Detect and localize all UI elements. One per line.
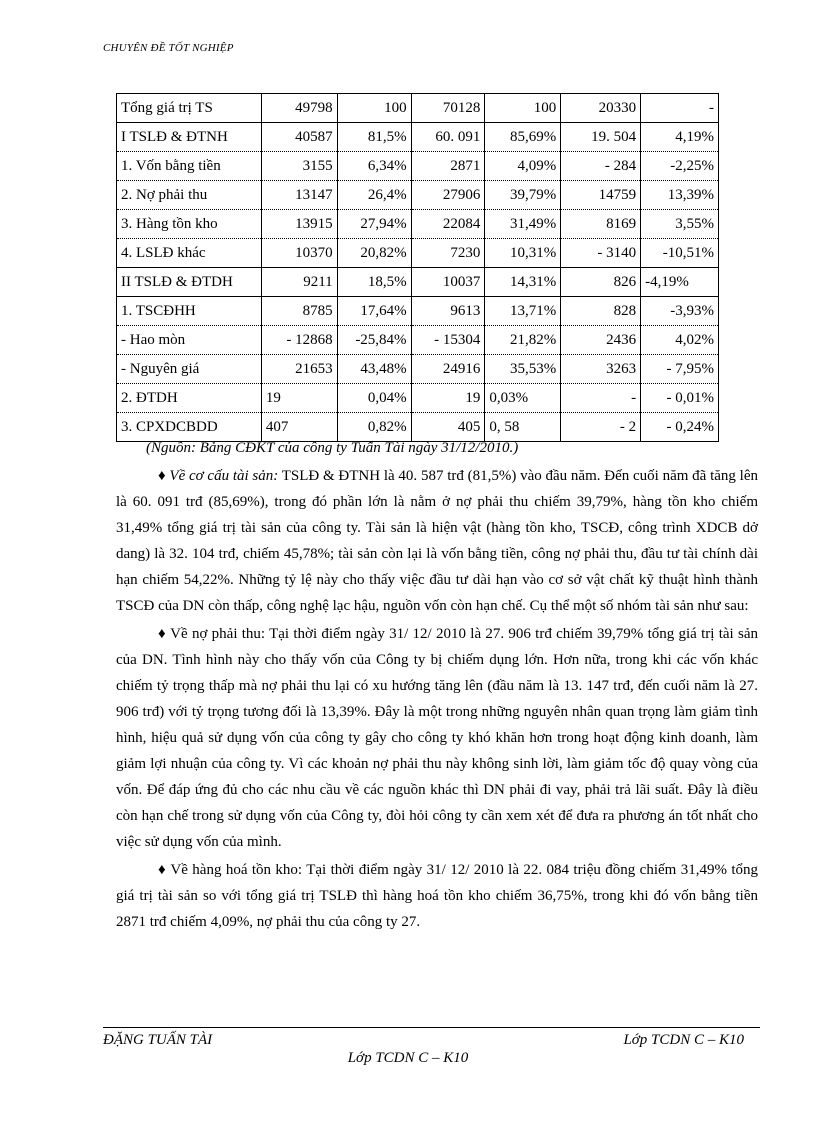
row-label-cell: II TSLĐ & ĐTDH <box>117 268 262 297</box>
value-cell: - 12868 <box>261 326 337 355</box>
value-cell: 2436 <box>561 326 641 355</box>
asset-structure-table <box>116 93 719 442</box>
paragraph-body: TSLĐ & ĐTNH là 40. 587 trđ (81,5%) vào đầu năm. Đến cuối năm đã tăng lên là 60. 091 trđ (85,69%), trong đó phần lớn là nằm ở nợ phải thu chiếm 39,79%, hàng tồn kho chiếm 31,49% tổng giá trị tài sản của công ty. Tài sản là hiện vật (hàng tồn kho, TSCĐ, công trình XDCB dở dang) là 32. 104 trđ, chiếm 45,78%; tài sản còn lại là vốn bằng tiền, công nợ phải thu, đầu tư tài chính dài hạn chiếm 54,22%. Những tỷ lệ này cho thấy việc đầu tư dài hạn vào cơ sở vật chất kỹ thuật hình thành TSCĐ của DN còn thấp, công nghệ lạc hậu, nguồn vốn còn hạn chế. Cụ thể một số nhóm tài sản như sau: <box>116 468 759 614</box>
value-cell: 9211 <box>261 268 337 297</box>
table-row <box>117 384 719 413</box>
table-row <box>117 152 719 181</box>
paragraph-lead: ♦ Về cơ cấu tài sản: <box>158 468 279 484</box>
header-title: CHUYÊN ĐỀ TỐT NGHIỆP <box>103 42 234 54</box>
value-cell: 19 <box>261 384 337 413</box>
value-cell: 6,34% <box>337 152 411 181</box>
value-cell: 3155 <box>261 152 337 181</box>
row-label-cell: 1. Vốn bằng tiền <box>117 152 262 181</box>
value-cell: 8785 <box>261 297 337 326</box>
value-cell: 20,82% <box>337 239 411 268</box>
value-cell: 21,82% <box>485 326 561 355</box>
value-cell: 7230 <box>411 239 485 268</box>
value-cell: 4,19% <box>641 123 719 152</box>
value-cell: 4,09% <box>485 152 561 181</box>
value-cell: 14,31% <box>485 268 561 297</box>
value-cell: - 0,24% <box>641 413 719 442</box>
value-cell: 19. 504 <box>561 123 641 152</box>
row-label-cell: 3. CPXDCBDD <box>117 413 262 442</box>
table-row <box>117 355 719 384</box>
table-row <box>117 268 719 297</box>
body-text <box>116 463 758 937</box>
value-cell: 10,31% <box>485 239 561 268</box>
value-cell: 13915 <box>261 210 337 239</box>
value-cell: 31,49% <box>485 210 561 239</box>
table-source-note: (Nguồn: Bảng CĐKT của công ty Tuấn Tài ngày 31/12/2010.) <box>146 440 519 456</box>
value-cell: 828 <box>561 297 641 326</box>
row-label-cell: 2. Nợ phải thu <box>117 181 262 210</box>
table-row <box>117 239 719 268</box>
table-row <box>117 210 719 239</box>
value-cell: -2,25% <box>641 152 719 181</box>
table-row <box>117 297 719 326</box>
value-cell: 14759 <box>561 181 641 210</box>
table-row <box>117 123 719 152</box>
value-cell: 3263 <box>561 355 641 384</box>
value-cell: 81,5% <box>337 123 411 152</box>
value-cell: - 3140 <box>561 239 641 268</box>
value-cell: 0,04% <box>337 384 411 413</box>
value-cell: -10,51% <box>641 239 719 268</box>
paragraph-receivables: ♦ Về nợ phải thu: Tại thời điểm ngày 31/ 12/ 2010 là 27. 906 trđ chiếm 39,79% tổng giá trị tài sản của DN. Tình hình này cho thấy vốn của Công ty bị chiếm dụng lớn. Hơn nữa, trong khi các vốn khác chiếm tỷ trọng thấp mà nợ phải thu lại có xu hướng tăng lên (đầu năm là 13. 147 trđ, đến cuối năm là 27. 906 trđ) với tỷ trọng tương đối là 13,39%. Đây là một trong những nguyên nhân quan trọng làm giảm tình hình, hiệu quả sử dụng vốn của công ty gây cho công ty khó khăn hơn trong hoạt động kinh doanh, làm giảm lợi nhuận của công ty. Vì các khoản nợ phải thu này không sinh lời, làm giảm tốc độ quay vòng của vốn. Để đáp ứng đủ cho các nhu cầu về các nguồn khác thì DN phải đi vay, phải trả lãi suất. Đây là điều còn hạn chế trong sử dụng vốn của Công ty, đòi hỏi công ty cần xem xét để đưa ra phương án tốt nhất cho việc sử dụng vốn của mình. <box>116 626 758 850</box>
value-cell: 70128 <box>411 94 485 123</box>
value-cell: - <box>641 94 719 123</box>
value-cell: 27,94% <box>337 210 411 239</box>
footer-class: Lớp TCDN C – K10 <box>623 1032 744 1048</box>
value-cell: 27906 <box>411 181 485 210</box>
paragraph-asset-structure <box>116 463 758 619</box>
footer-divider <box>103 1027 760 1028</box>
value-cell: 13147 <box>261 181 337 210</box>
paragraph-inventory: ♦ Về hàng hoá tồn kho: Tại thời điểm ngày 31/ 12/ 2010 là 22. 084 triệu đồng chiếm 31,49% tổng giá trị tài sản so với tổng giá trị TSLĐ thì hàng hoá tồn kho chiếm 36,75%, trong khi đó vốn bằng tiền 2871 trđ chiếm 4,09%, nợ phải thu của công ty 27. <box>116 862 758 930</box>
value-cell: 43,48% <box>337 355 411 384</box>
footer-class-center: Lớp TCDN C – K10 <box>347 1050 469 1066</box>
value-cell: 22084 <box>411 210 485 239</box>
value-cell: 13,71% <box>485 297 561 326</box>
value-cell: 3,55% <box>641 210 719 239</box>
value-cell: 49798 <box>261 94 337 123</box>
value-cell: 20330 <box>561 94 641 123</box>
row-label-cell: 3. Hàng tồn kho <box>117 210 262 239</box>
value-cell: 13,39% <box>641 181 719 210</box>
value-cell: - 284 <box>561 152 641 181</box>
row-label-cell: 4. LSLĐ khác <box>117 239 262 268</box>
value-cell: 4,02% <box>641 326 719 355</box>
value-cell: - 2 <box>561 413 641 442</box>
value-cell: 100 <box>485 94 561 123</box>
value-cell: 39,79% <box>485 181 561 210</box>
row-label-cell: I TSLĐ & ĐTNH <box>117 123 262 152</box>
value-cell: -3,93% <box>641 297 719 326</box>
value-cell: 8169 <box>561 210 641 239</box>
value-cell: 35,53% <box>485 355 561 384</box>
value-cell: 407 <box>261 413 337 442</box>
value-cell: 85,69% <box>485 123 561 152</box>
value-cell: 18,5% <box>337 268 411 297</box>
row-label-cell: - Hao mòn <box>117 326 262 355</box>
value-cell: 10037 <box>411 268 485 297</box>
value-cell: 0, 58 <box>485 413 561 442</box>
value-cell: 826 <box>561 268 641 297</box>
value-cell: 100 <box>337 94 411 123</box>
value-cell: 0,82% <box>337 413 411 442</box>
row-label-cell: 2. ĐTDH <box>117 384 262 413</box>
value-cell: - 0,01% <box>641 384 719 413</box>
value-cell: - 15304 <box>411 326 485 355</box>
value-cell: 10370 <box>261 239 337 268</box>
value-cell: 26,4% <box>337 181 411 210</box>
value-cell: -4,19% <box>641 268 719 297</box>
value-cell: 405 <box>411 413 485 442</box>
row-label-cell: - Nguyên giá <box>117 355 262 384</box>
value-cell: 9613 <box>411 297 485 326</box>
value-cell: 19 <box>411 384 485 413</box>
value-cell: -25,84% <box>337 326 411 355</box>
value-cell: - 7,95% <box>641 355 719 384</box>
footer-author: ĐẶNG TUẤN TÀI <box>103 1032 213 1048</box>
value-cell: 0,03% <box>485 384 561 413</box>
value-cell: 60. 091 <box>411 123 485 152</box>
table-row <box>117 326 719 355</box>
value-cell: 17,64% <box>337 297 411 326</box>
row-label-cell: Tổng giá trị TS <box>117 94 262 123</box>
table-row <box>117 413 719 442</box>
value-cell: 21653 <box>261 355 337 384</box>
table-row <box>117 181 719 210</box>
table-row <box>117 94 719 123</box>
row-label-cell: 1. TSCĐHH <box>117 297 262 326</box>
value-cell: 2871 <box>411 152 485 181</box>
value-cell: 24916 <box>411 355 485 384</box>
value-cell: - <box>561 384 641 413</box>
value-cell: 40587 <box>261 123 337 152</box>
